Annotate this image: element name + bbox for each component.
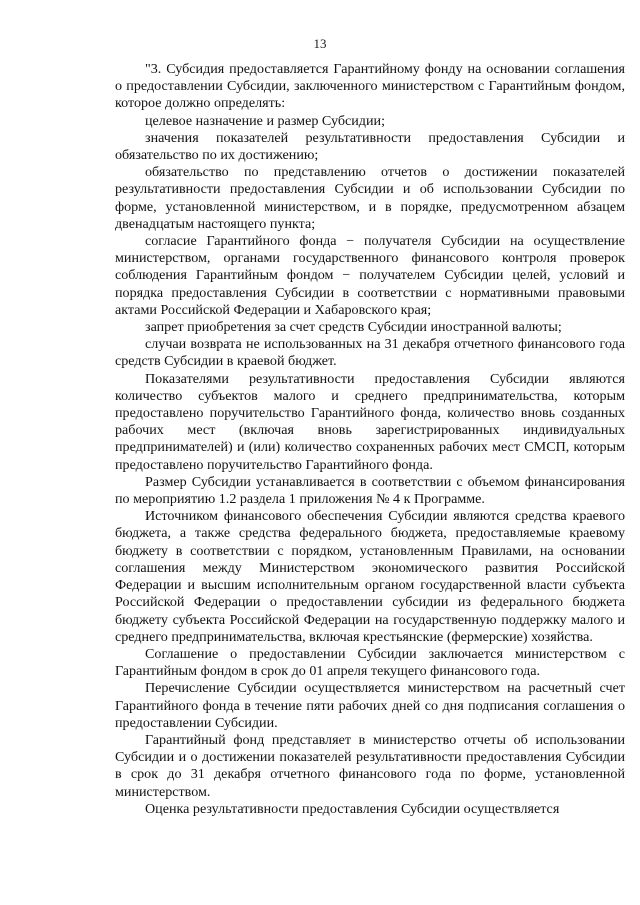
paragraph-8: Показателями результативности предоставления Субсидии являются количество субъектов малого и среднего предпринимательства, которым предоставлено поручительство Гарантийного фонда, количество вновь созданных рабочих мест (включая вновь зарегистрированных индивидуальных предпринимателей) и (или) количество сохраненных рабочих мест СМСП, которым предоставлено поручительство Гарантийного фонда. xyxy=(115,370,625,473)
paragraph-4: обязательство по представлению отчетов о достижении показателей результативности предоставления Субсидии и об использовании Субсидии по форме, установленной министерством, и в порядке, предусмотренном абзацем двенадцатым настоящего пункта; xyxy=(115,164,625,232)
paragraph-7: случаи возврата не использованных на 31 декабря отчетного финансового года средств Субсидии в краевой бюджет. xyxy=(115,336,625,370)
paragraph-3: значения показателей результативности предоставления Субсидии и обязательство по их достижению; xyxy=(115,129,625,164)
paragraph-13: Гарантийный фонд представляет в министерство отчеты об использовании Субсидии и о достижении показателей результативности предоставления Субсидии в срок до 31 декабря отчетного финансового года по форме, установленной министерством. xyxy=(115,731,625,800)
body-text xyxy=(115,61,625,818)
paragraph-11: Соглашение о предоставлении Субсидии заключается министерством с Гарантийным фондом в срок до 01 апреля текущего финансового года. xyxy=(115,645,625,680)
paragraph-2: целевое назначение и размер Субсидии; xyxy=(145,112,385,129)
paragraph-10: Источником финансового обеспечения Субсидии являются средства краевого бюджета, а также средства федерального бюджета, предоставляемые краевому бюджету в соответствии с порядком, установленным Правилами, на основании соглашения между Министерством экономического развития Российской Федерации и высшим исполнительным органом государственной власти субъекта Российской Федерации о предоставлении субсидии из федерального бюджета бюджету субъекта Российской Федерации на государственную поддержку малого и среднего предпринимательства, включая крестьянские (фермерские) хозяйства. xyxy=(115,508,625,645)
paragraph-14: Оценка результативности предоставления Субсидии осуществляется xyxy=(145,800,560,817)
paragraph-6: запрет приобретения за счет средств Субсидии иностранной валюты; xyxy=(145,319,562,336)
paragraph-12: Перечисление Субсидии осуществляется министерством на расчетный счет Гарантийного фонда в течение пяти рабочих дней со дня подписания соглашения о предоставлении Субсидии. xyxy=(115,680,625,731)
paragraph-1: "3. Субсидия предоставляется Гарантийному фонду на основании соглашения о предоставлении Субсидии, заключенного министерством с Гарантийным фондом, которое должно определять: xyxy=(115,61,625,112)
paragraph-5: согласие Гарантийного фонда − получателя Субсидии на осуществление министерством, органами государственного финансового контроля проверок соблюдения Гарантийным фондом − получателем Субсидии целей, условий и порядка предоставления Субсидии в соответствии с нормативными правовыми актами Российской Федерации и Хабаровского края; xyxy=(115,233,625,318)
paragraph-9: Размер Субсидии устанавливается в соответствии с объемом финансирования по мероприятию 1.2 раздела 1 приложения № 4 к Программе. xyxy=(115,473,625,508)
page-number: 13 xyxy=(313,36,327,51)
